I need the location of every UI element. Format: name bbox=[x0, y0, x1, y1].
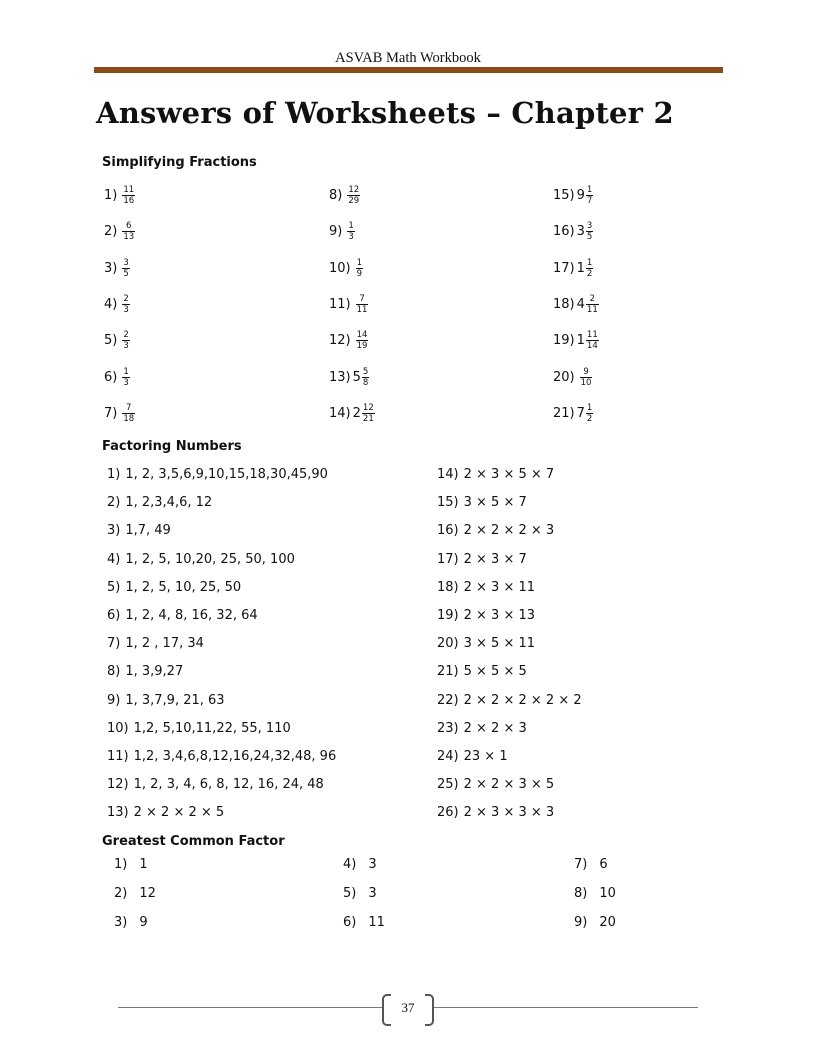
footer-rule-right bbox=[434, 1007, 698, 1008]
answer-value: 2 × 2 × 2 × 5 bbox=[133, 805, 225, 821]
answer-number: 14) bbox=[437, 467, 459, 482]
answer-number: 7) bbox=[104, 405, 118, 421]
whole-part: 7 bbox=[576, 405, 585, 421]
answer-number: 17) bbox=[437, 551, 459, 567]
whole-part: 2 bbox=[352, 405, 361, 421]
answer-number: 20) bbox=[553, 369, 575, 385]
denominator: 9 bbox=[356, 268, 363, 279]
answer-number: 6) bbox=[343, 915, 357, 930]
fraction bbox=[356, 258, 363, 279]
answer-number: 7) bbox=[574, 857, 588, 872]
answer-value: 20 bbox=[599, 915, 616, 930]
factoring-answer-item bbox=[437, 777, 554, 792]
answer-number: 20) bbox=[437, 636, 459, 652]
fraction bbox=[580, 367, 593, 388]
answer-number: 12) bbox=[107, 777, 129, 793]
denominator: 3 bbox=[123, 304, 129, 315]
numerator: 5 bbox=[362, 366, 369, 377]
fraction bbox=[122, 330, 129, 351]
answer-value: 9 bbox=[139, 915, 148, 930]
simplifying-answer-item bbox=[104, 258, 130, 279]
answer-value: 2 × 3 × 13 bbox=[463, 608, 536, 623]
whole-part: 5 bbox=[352, 369, 361, 385]
numerator: 14 bbox=[356, 330, 368, 341]
answer-value: 1, 3,7,9, 21, 63 bbox=[125, 692, 225, 708]
simplifying-answer-item bbox=[104, 403, 135, 424]
numerator: 2 bbox=[589, 293, 596, 304]
factoring-answer-item bbox=[107, 580, 241, 595]
answer-value: 1,2, 5,10,11,22, 55, 110 bbox=[133, 720, 291, 736]
denominator: 13 bbox=[123, 232, 135, 243]
running-header: ASVAB Math Workbook bbox=[335, 50, 481, 66]
factoring-answer-item bbox=[437, 805, 554, 820]
answer-number: 12) bbox=[329, 333, 351, 349]
fraction bbox=[347, 221, 354, 242]
answer-number: 9) bbox=[574, 915, 588, 930]
footer-rule-left bbox=[118, 1007, 382, 1008]
answer-number: 9) bbox=[107, 692, 121, 708]
simplifying-answer-item bbox=[104, 330, 130, 351]
right-bracket-icon bbox=[425, 994, 434, 1026]
answer-number: 1) bbox=[107, 467, 121, 482]
answer-number: 13) bbox=[329, 369, 351, 385]
simplifying-answer-item bbox=[553, 258, 593, 279]
factoring-answer-item bbox=[437, 580, 535, 595]
numerator: 3 bbox=[123, 257, 129, 268]
answer-value: 2 × 2 × 3 bbox=[463, 720, 527, 736]
factoring-answer-item bbox=[107, 777, 324, 792]
answer-number: 4) bbox=[107, 551, 121, 567]
gcf-answer-item bbox=[343, 886, 377, 901]
answer-number: 4) bbox=[104, 296, 118, 312]
denominator: 10 bbox=[580, 377, 592, 388]
answer-number: 21) bbox=[437, 664, 459, 680]
answer-number: 19) bbox=[437, 608, 459, 623]
answer-number: 23) bbox=[437, 720, 459, 736]
numerator: 2 bbox=[123, 330, 129, 341]
fraction bbox=[586, 403, 593, 424]
page-title: Answers of Worksheets – Chapter 2 bbox=[96, 96, 674, 130]
numerator: 2 bbox=[123, 293, 129, 304]
answer-number: 6) bbox=[107, 608, 121, 623]
numerator: 1 bbox=[348, 221, 354, 232]
answer-number: 18) bbox=[553, 296, 575, 312]
denominator: 3 bbox=[123, 377, 129, 388]
whole-part: 4 bbox=[576, 296, 585, 312]
numerator: 11 bbox=[123, 185, 135, 195]
page-number-box bbox=[382, 994, 434, 1024]
gcf-answer-item bbox=[114, 915, 148, 930]
denominator: 29 bbox=[348, 196, 360, 206]
simplifying-answer-item bbox=[329, 367, 369, 388]
factoring-answer-item bbox=[437, 495, 527, 510]
answer-value: 2 × 2 × 2 × 2 × 2 bbox=[463, 692, 582, 708]
factoring-answer-item bbox=[437, 608, 535, 623]
gcf-answer-item bbox=[574, 886, 616, 901]
answer-number: 5) bbox=[107, 579, 121, 595]
numerator: 6 bbox=[126, 221, 132, 232]
answer-number: 5) bbox=[343, 886, 357, 901]
factoring-answer-item bbox=[107, 721, 291, 736]
page-number: 37 bbox=[401, 1000, 415, 1015]
simplifying-answer-item bbox=[553, 330, 599, 351]
answer-number: 10) bbox=[329, 260, 351, 276]
simplifying-answer-item bbox=[329, 221, 355, 242]
answer-value: 3 × 5 × 11 bbox=[463, 636, 536, 652]
factoring-answer-item bbox=[437, 693, 582, 708]
simplifying-answer-item bbox=[553, 294, 599, 315]
section-heading-simplifying-fractions: Simplifying Fractions bbox=[102, 155, 257, 170]
numerator: 1 bbox=[586, 185, 593, 195]
numerator: 1 bbox=[356, 257, 363, 268]
simplifying-answer-item bbox=[329, 294, 368, 315]
simplifying-answer-item bbox=[553, 367, 592, 388]
fraction bbox=[356, 330, 369, 351]
fraction bbox=[586, 294, 599, 315]
gcf-answer-item bbox=[343, 915, 385, 930]
answer-number: 26) bbox=[437, 805, 459, 821]
simplifying-answer-item bbox=[329, 258, 363, 279]
answer-number: 1) bbox=[114, 857, 128, 872]
numerator: 3 bbox=[586, 221, 593, 232]
answer-number: 2) bbox=[104, 224, 118, 240]
answer-number: 4) bbox=[343, 857, 357, 872]
fraction bbox=[122, 403, 135, 424]
section-heading-factoring-numbers: Factoring Numbers bbox=[102, 439, 242, 454]
denominator: 18 bbox=[123, 413, 135, 424]
answer-value: 11 bbox=[368, 915, 385, 930]
answer-number: 24) bbox=[437, 749, 459, 764]
answer-value: 2 × 3 × 7 bbox=[463, 551, 527, 567]
answer-value: 6 bbox=[599, 857, 608, 872]
answer-value: 2 × 3 × 3 × 3 bbox=[463, 805, 555, 821]
answer-value: 1, 2,3,4,6, 12 bbox=[125, 495, 213, 511]
answer-number: 8) bbox=[329, 188, 343, 203]
answer-number: 8) bbox=[574, 886, 588, 901]
answer-value: 12 bbox=[139, 886, 156, 901]
factoring-answer-item bbox=[437, 467, 554, 482]
fraction bbox=[586, 330, 599, 351]
factoring-answer-item bbox=[107, 805, 224, 820]
fraction bbox=[347, 185, 360, 206]
fraction bbox=[586, 258, 593, 279]
factoring-answer-item bbox=[437, 721, 527, 736]
answer-value: 3 × 5 × 7 bbox=[463, 495, 527, 511]
denominator: 5 bbox=[123, 268, 129, 279]
fraction bbox=[586, 185, 593, 206]
denominator: 2 bbox=[586, 413, 593, 424]
simplifying-answer-item bbox=[329, 185, 360, 206]
simplifying-answer-item bbox=[104, 367, 130, 388]
whole-part: 3 bbox=[576, 224, 585, 240]
denominator: 2 bbox=[586, 268, 593, 279]
answer-value: 1, 2, 5, 10,20, 25, 50, 100 bbox=[125, 551, 295, 567]
answer-value: 3 bbox=[368, 857, 377, 872]
factoring-answer-item bbox=[437, 749, 508, 764]
answer-value: 10 bbox=[599, 886, 616, 901]
gcf-answer-item bbox=[114, 886, 156, 901]
gcf-answer-item bbox=[574, 857, 608, 872]
simplifying-answer-item bbox=[553, 185, 593, 206]
answer-number: 14) bbox=[329, 405, 351, 421]
answer-value: 23 × 1 bbox=[463, 749, 508, 764]
numerator: 9 bbox=[583, 366, 589, 377]
answer-value: 1,2, 3,4,6,8,12,16,24,32,48, 96 bbox=[133, 749, 337, 764]
simplifying-answer-item bbox=[553, 403, 593, 424]
answer-number: 15) bbox=[553, 188, 575, 203]
numerator: 12 bbox=[362, 402, 374, 413]
numerator: 1 bbox=[586, 257, 593, 268]
factoring-answer-item bbox=[437, 523, 554, 538]
fraction bbox=[122, 221, 135, 242]
gcf-answer-item bbox=[114, 857, 148, 872]
simplifying-answer-item bbox=[329, 330, 368, 351]
answer-number: 16) bbox=[437, 523, 459, 539]
factoring-answer-item bbox=[107, 749, 336, 764]
fraction bbox=[122, 294, 129, 315]
denominator: 8 bbox=[362, 377, 369, 388]
answer-value: 2 × 2 × 2 × 3 bbox=[463, 523, 555, 539]
denominator: 3 bbox=[348, 232, 354, 243]
simplifying-answer-item bbox=[329, 403, 375, 424]
answer-number: 22) bbox=[437, 692, 459, 708]
answer-number: 5) bbox=[104, 333, 118, 349]
numerator: 1 bbox=[123, 366, 129, 377]
answer-value: 1, 3,9,27 bbox=[125, 664, 184, 680]
fraction bbox=[122, 185, 135, 206]
numerator: 7 bbox=[126, 402, 132, 413]
factoring-answer-item bbox=[437, 552, 527, 567]
factoring-answer-item bbox=[107, 693, 225, 708]
factoring-answer-item bbox=[107, 523, 171, 538]
denominator: 21 bbox=[362, 413, 374, 424]
whole-part: 1 bbox=[576, 260, 585, 276]
fraction bbox=[122, 367, 129, 388]
denominator: 5 bbox=[586, 232, 593, 243]
factoring-answer-item bbox=[107, 467, 328, 482]
answer-number: 10) bbox=[107, 720, 129, 736]
answer-value: 1, 2, 3,5,6,9,10,15,18,30,45,90 bbox=[125, 467, 328, 482]
answer-number: 8) bbox=[107, 664, 121, 680]
factoring-answer-item bbox=[437, 636, 535, 651]
factoring-answer-item bbox=[437, 664, 527, 679]
answer-value: 1,7, 49 bbox=[125, 523, 171, 539]
factoring-answer-item bbox=[107, 495, 212, 510]
answer-number: 2) bbox=[107, 495, 121, 511]
denominator: 19 bbox=[356, 341, 368, 352]
answer-number: 21) bbox=[553, 405, 575, 421]
answer-number: 3) bbox=[107, 523, 121, 539]
answer-number: 19) bbox=[553, 333, 575, 349]
fraction bbox=[362, 403, 375, 424]
denominator: 14 bbox=[586, 341, 598, 352]
answer-number: 11) bbox=[329, 296, 351, 312]
answer-value: 2 × 2 × 3 × 5 bbox=[463, 777, 555, 793]
denominator: 11 bbox=[586, 304, 598, 315]
answer-value: 2 × 3 × 11 bbox=[463, 579, 536, 595]
gcf-answer-item bbox=[574, 915, 616, 930]
denominator: 11 bbox=[356, 304, 368, 315]
answer-number: 25) bbox=[437, 777, 459, 793]
header-rule bbox=[94, 67, 723, 73]
answer-value: 2 × 3 × 5 × 7 bbox=[463, 467, 555, 482]
answer-number: 7) bbox=[107, 636, 121, 652]
answer-number: 11) bbox=[107, 749, 129, 764]
numerator: 12 bbox=[348, 185, 360, 195]
answer-number: 2) bbox=[114, 886, 128, 901]
denominator: 7 bbox=[586, 196, 593, 206]
answer-value: 1, 2 , 17, 34 bbox=[125, 636, 204, 652]
answer-number: 1) bbox=[104, 188, 118, 203]
answer-value: 1, 2, 4, 8, 16, 32, 64 bbox=[125, 608, 258, 623]
simplifying-answer-item bbox=[553, 221, 593, 242]
answer-value: 1 bbox=[139, 857, 148, 872]
answer-number: 9) bbox=[329, 224, 343, 240]
answer-value: 5 × 5 × 5 bbox=[463, 664, 527, 680]
numerator: 11 bbox=[586, 330, 598, 341]
factoring-answer-item bbox=[107, 636, 204, 651]
factoring-answer-item bbox=[107, 664, 183, 679]
answer-number: 16) bbox=[553, 224, 575, 240]
simplifying-answer-item bbox=[104, 185, 135, 206]
answer-number: 15) bbox=[437, 495, 459, 511]
factoring-answer-item bbox=[107, 608, 258, 623]
numerator: 7 bbox=[359, 293, 365, 304]
simplifying-answer-item bbox=[104, 221, 135, 242]
fraction bbox=[122, 258, 129, 279]
answer-number: 18) bbox=[437, 579, 459, 595]
answer-value: 3 bbox=[368, 886, 377, 901]
simplifying-answer-item bbox=[104, 294, 130, 315]
answer-number: 3) bbox=[104, 260, 118, 276]
answer-value: 1, 2, 3, 4, 6, 8, 12, 16, 24, 48 bbox=[133, 777, 324, 793]
gcf-answer-item bbox=[343, 857, 377, 872]
answer-value: 1, 2, 5, 10, 25, 50 bbox=[125, 579, 242, 595]
factoring-answer-item bbox=[107, 552, 295, 567]
answer-number: 13) bbox=[107, 805, 129, 821]
section-heading-greatest-common-factor: Greatest Common Factor bbox=[102, 834, 285, 849]
denominator: 16 bbox=[123, 196, 135, 206]
fraction bbox=[362, 367, 369, 388]
answer-number: 3) bbox=[114, 915, 128, 930]
whole-part: 9 bbox=[576, 188, 585, 203]
whole-part: 1 bbox=[576, 333, 585, 349]
fraction bbox=[356, 294, 369, 315]
numerator: 1 bbox=[586, 402, 593, 413]
denominator: 3 bbox=[123, 341, 129, 352]
answer-number: 17) bbox=[553, 260, 575, 276]
fraction bbox=[586, 221, 593, 242]
answer-number: 6) bbox=[104, 369, 118, 385]
